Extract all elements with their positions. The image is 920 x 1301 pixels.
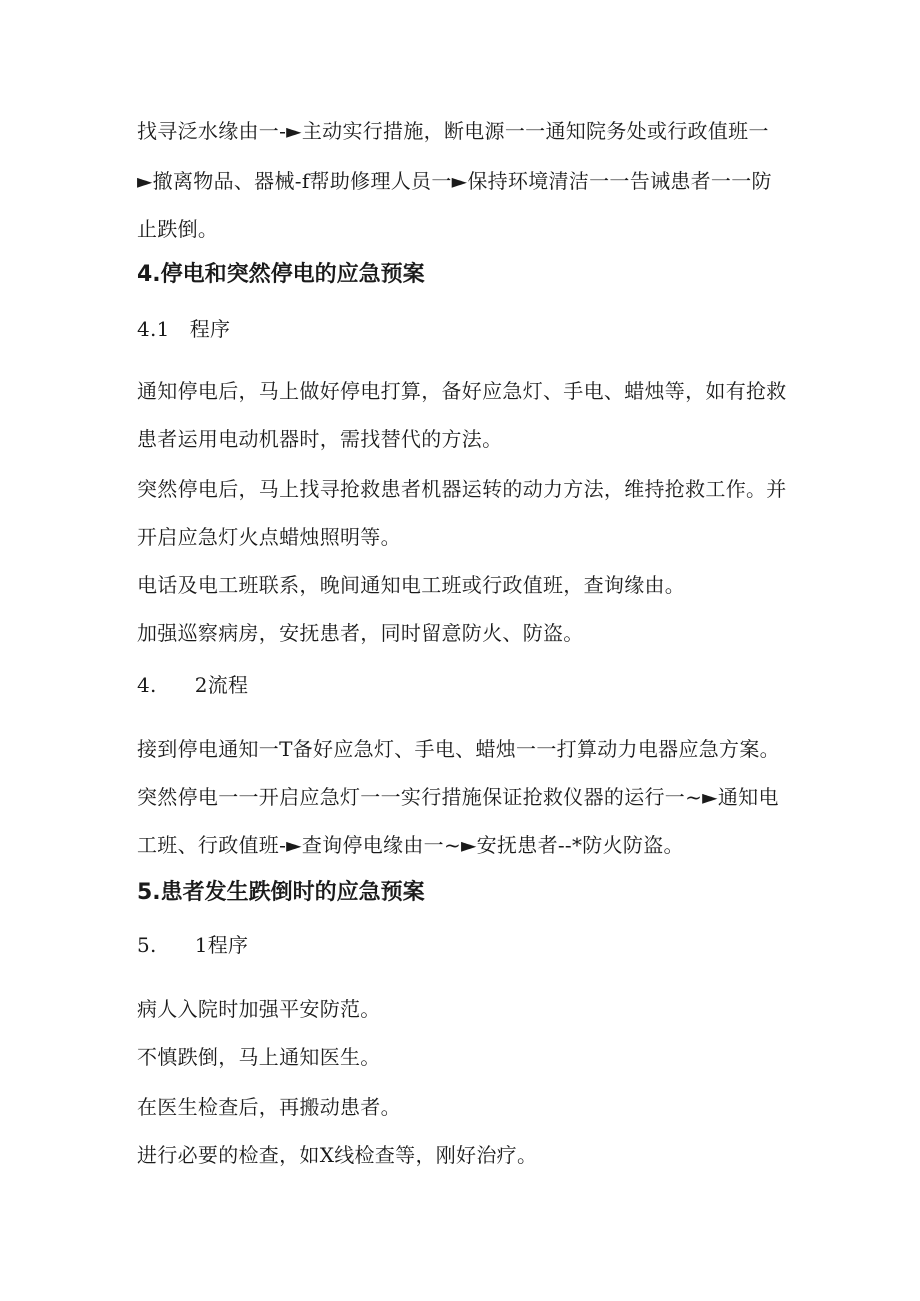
section-4-2-subheading — [137, 672, 797, 698]
intro-line-1: 找寻泛水缘由一-►主动实行措施，断电源一一通知院务处或行政值班一 — [137, 119, 769, 143]
s4-procedure-line-2: 患者运用电动机器时，需找替代的方法。 — [137, 427, 503, 451]
intro-line-3: 止跌倒。 — [137, 217, 219, 241]
section-4-2-number: 4. — [137, 673, 157, 697]
s5-procedure-line-1: 病人入院时加强平安防范。 — [137, 997, 381, 1021]
section-5-1-title: 1程序 — [194, 933, 249, 957]
section-4-1-number: 4.1 — [137, 317, 170, 341]
s5-procedure-line-4: 进行必要的检查，如X线检查等，刚好治疗。 — [137, 1143, 538, 1167]
section-4-2-title: 2流程 — [194, 673, 249, 697]
section-4-1-title: 程序 — [189, 317, 231, 341]
section-4-1-subheading — [137, 316, 797, 342]
s5-procedure-line-2: 不慎跌倒，马上通知医生。 — [137, 1045, 381, 1069]
section-5-heading: 5.患者发生跌倒时的应急预案 — [137, 880, 425, 905]
section-5-1-number: 5. — [137, 933, 157, 957]
s4-procedure-line-3: 突然停电后，马上找寻抢救患者机器运转的动力方法，维持抢救工作。并 — [137, 477, 787, 501]
s5-procedure-line-3: 在医生检查后，再搬动患者。 — [137, 1095, 401, 1119]
s4-procedure-line-6: 加强巡察病房，安抚患者，同时留意防火、防盗。 — [137, 621, 584, 645]
s4-procedure-line-5: 电话及电工班联系，晚间通知电工班或行政值班，查询缘由。 — [137, 573, 686, 597]
s4-procedure-line-4: 开启应急灯火点蜡烛照明等。 — [137, 525, 401, 549]
s4-procedure-line-1: 通知停电后，马上做好停电打算，备好应急灯、手电、蜡烛等，如有抢救 — [137, 379, 787, 403]
section-4-heading: 4.停电和突然停电的应急预案 — [137, 262, 425, 287]
intro-line-2: ►撤离物品、器械-f帮助修理人员一►保持环境清洁一一告诫患者一一防 — [137, 169, 772, 193]
s4-flow-line-2: 突然停电一一开启应急灯一一实行措施保证抢救仪器的运行一~►通知电 — [137, 785, 779, 809]
section-5-1-subheading — [137, 932, 797, 958]
s4-flow-line-3: 工班、行政值班-►查询停电缘由一~►安抚患者--*防火防盗。 — [137, 833, 684, 857]
s4-flow-line-1: 接到停电通知一T备好应急灯、手电、蜡烛一一打算动力电器应急方案。 — [137, 737, 780, 761]
